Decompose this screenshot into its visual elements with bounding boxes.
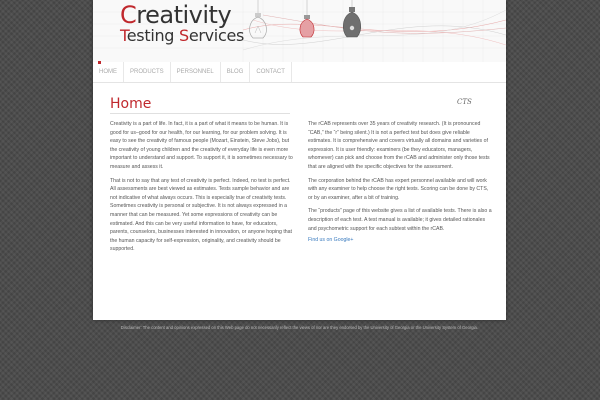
google-plus-link[interactable]: Find us on Google+ [308, 237, 354, 244]
nav-personnel[interactable]: PERSONNEL [171, 62, 221, 82]
page-container [93, 0, 506, 320]
lightbulb-icon [93, 0, 506, 62]
nav-home[interactable]: HOME [93, 62, 124, 82]
content-left-column [110, 120, 295, 259]
site-logo[interactable]: Creativity Testing Services [120, 1, 245, 45]
cts-badge: CTS [457, 98, 472, 106]
site-header [93, 0, 506, 63]
paragraph: The “products” page of this website gives a list of available tests. There is also a description of each test. A test manual is available; it gives detailed rationales and psychometric support for each subtest within the rCAB. [308, 208, 492, 232]
paragraph: That is not to say that any test of creativity is perfect. Indeed, no test is perfect. All assessments are best viewed as estimates. Tests sample behavior and are not indicative of what always occurs. This is especially true of creativity tests. Sometimes creativity is personal or subjective. It is not always expressed in a manner that can be measured. Yet some expressions of creativity can be estimated. And this can be very useful information to have, for educators, parents, counselors, businesses interested in innovation, or anyone hoping that the human capacity for self-expression, originality, and creativity should be supported. [110, 177, 292, 253]
nav-blog[interactable]: BLOG [221, 62, 251, 82]
footer-disclaimer: Disclaimer: The content and opinions expressed on this Web page do not necessarily reflect the views of nor are they endorsed by the University of Georgia or the University System of Georgia. [120, 325, 479, 330]
title-divider [110, 113, 290, 114]
nav-contact[interactable]: CONTACT [250, 62, 292, 82]
paragraph: The rCAB represents over 35 years of creativity research. (It is pronounced “CAB,” the “r” being silent.) It is not a perfect test but does give reliable estimates. It is comprehensive and covers virtually all domains and varieties of expression. It is user friendly: examiners (be they educators, managers, whomever) can pick and choose from the rCAB and administer only those tests that are aligned with the specific objectives for the assessment. [308, 121, 490, 170]
nav-products[interactable]: PRODUCTS [124, 62, 171, 82]
main-nav [93, 62, 506, 83]
paragraph: Creativity is a part of life. In fact, it is a part of what it means to be human. It is good for us–good for our health, for our learning, for our problem solving. It is easy to see the creativity of famous people (Mozart, Einstein, Steve Jobs), but the creativity of young children and the creativity of everyday life is even more important to understand and support. To support it, it is sometimes necessary to measure and assess it. [110, 121, 293, 170]
paragraph: The corporation behind the rCAB has expert personnel available and will work with any examiner to help choose the right tests. Scoring can be done by CTS, or by an examiner, after a bit of training. [308, 177, 489, 201]
content-right-column [308, 120, 493, 250]
page-title: Home [110, 96, 152, 112]
